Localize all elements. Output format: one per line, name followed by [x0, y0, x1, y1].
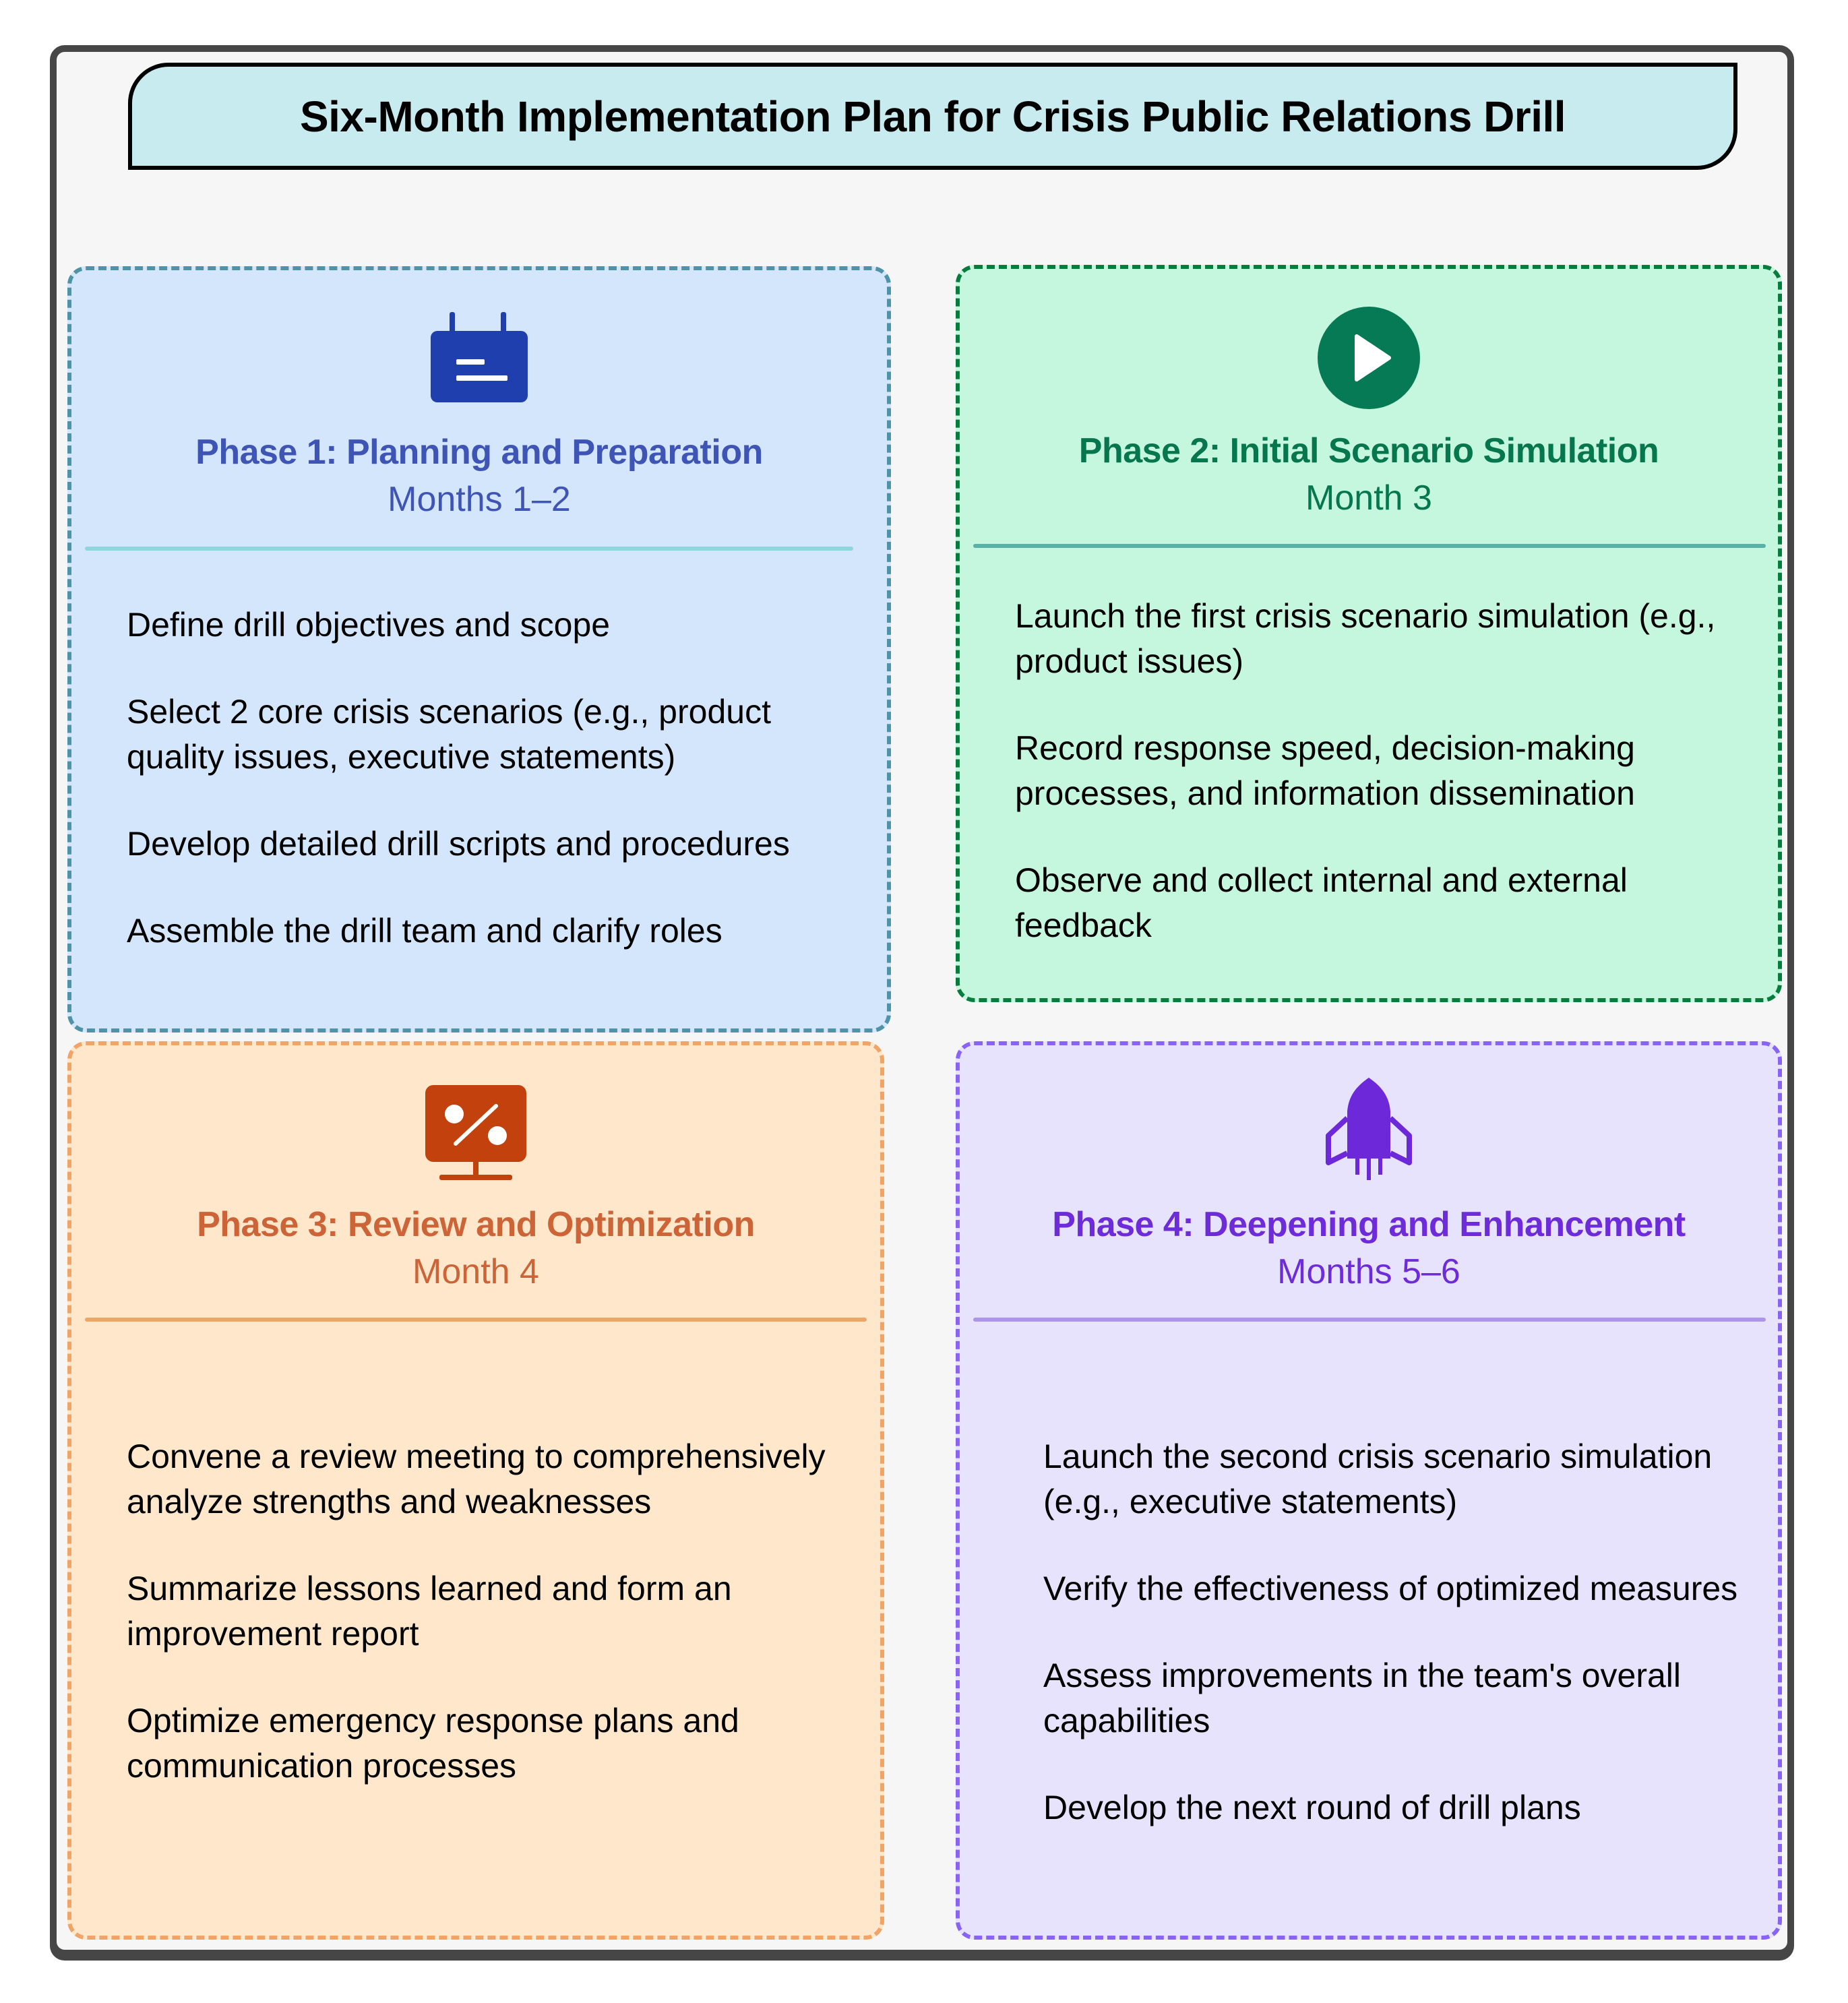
- task-item: Assemble the drill team and clarify roles: [127, 912, 722, 950]
- phase-title: Phase 2: Initial Scenario Simulation: [1078, 431, 1659, 470]
- rocket-icon: [1322, 1075, 1416, 1186]
- phase-months: Months 5–6: [1277, 1252, 1460, 1291]
- phase-title: Phase 4: Deepening and Enhancement: [1052, 1205, 1686, 1244]
- task-item: Develop the next round of drill plans: [1043, 1789, 1581, 1826]
- phase-card-1: [67, 266, 891, 1033]
- phase-months: Months 1–2: [388, 480, 571, 519]
- task-item: Optimize emergency response plans and communication processes: [127, 1702, 739, 1785]
- task-list: [1043, 1434, 1751, 1872]
- task-item: Launch the first crisis scenario simulation (e.g., product issues): [1015, 597, 1716, 680]
- phase-months: Month 4: [412, 1252, 539, 1291]
- task-list: [127, 603, 846, 995]
- divider: [85, 1318, 867, 1322]
- task-list: [127, 1434, 840, 1830]
- task-item: Record response speed, decision-making processes, and information dissemination: [1015, 729, 1635, 812]
- task-item: Assess improvements in the team's overall capabilities: [1043, 1657, 1682, 1739]
- task-item: Define drill objectives and scope: [127, 606, 611, 644]
- divider: [973, 1318, 1766, 1322]
- phase-title: Phase 3: Review and Optimization: [197, 1205, 755, 1244]
- divider: [85, 547, 853, 551]
- phase-card-2: [956, 265, 1782, 1002]
- task-item: Verify the effectiveness of optimized measures: [1043, 1570, 1738, 1607]
- calendar-icon: [427, 311, 532, 408]
- title-banner: [128, 63, 1737, 170]
- phase-card-3: [67, 1041, 884, 1940]
- phase-months: Month 3: [1305, 479, 1432, 518]
- task-item: Select 2 core crisis scenarios (e.g., product quality issues, executive statements): [127, 693, 771, 776]
- task-item: Launch the second crisis scenario simulation (e.g., executive statements): [1043, 1438, 1713, 1520]
- task-item: Observe and collect internal and external feedback: [1015, 861, 1628, 944]
- task-item: Develop detailed drill scripts and procedures: [127, 825, 790, 863]
- percent-monitor-icon: [422, 1082, 530, 1186]
- phase-card-4: [956, 1041, 1782, 1940]
- play-icon: [1316, 305, 1421, 414]
- task-item: Convene a review meeting to comprehensively analyze strengths and weaknesses: [127, 1438, 826, 1520]
- diagram-title: Six-Month Implementation Plan for Crisis Public Relations Drill: [299, 92, 1566, 141]
- phase-title: Phase 1: Planning and Preparation: [195, 433, 763, 472]
- task-item: Summarize lessons learned and form an improvement report: [127, 1570, 732, 1653]
- task-list: [1015, 594, 1744, 990]
- divider: [973, 544, 1766, 548]
